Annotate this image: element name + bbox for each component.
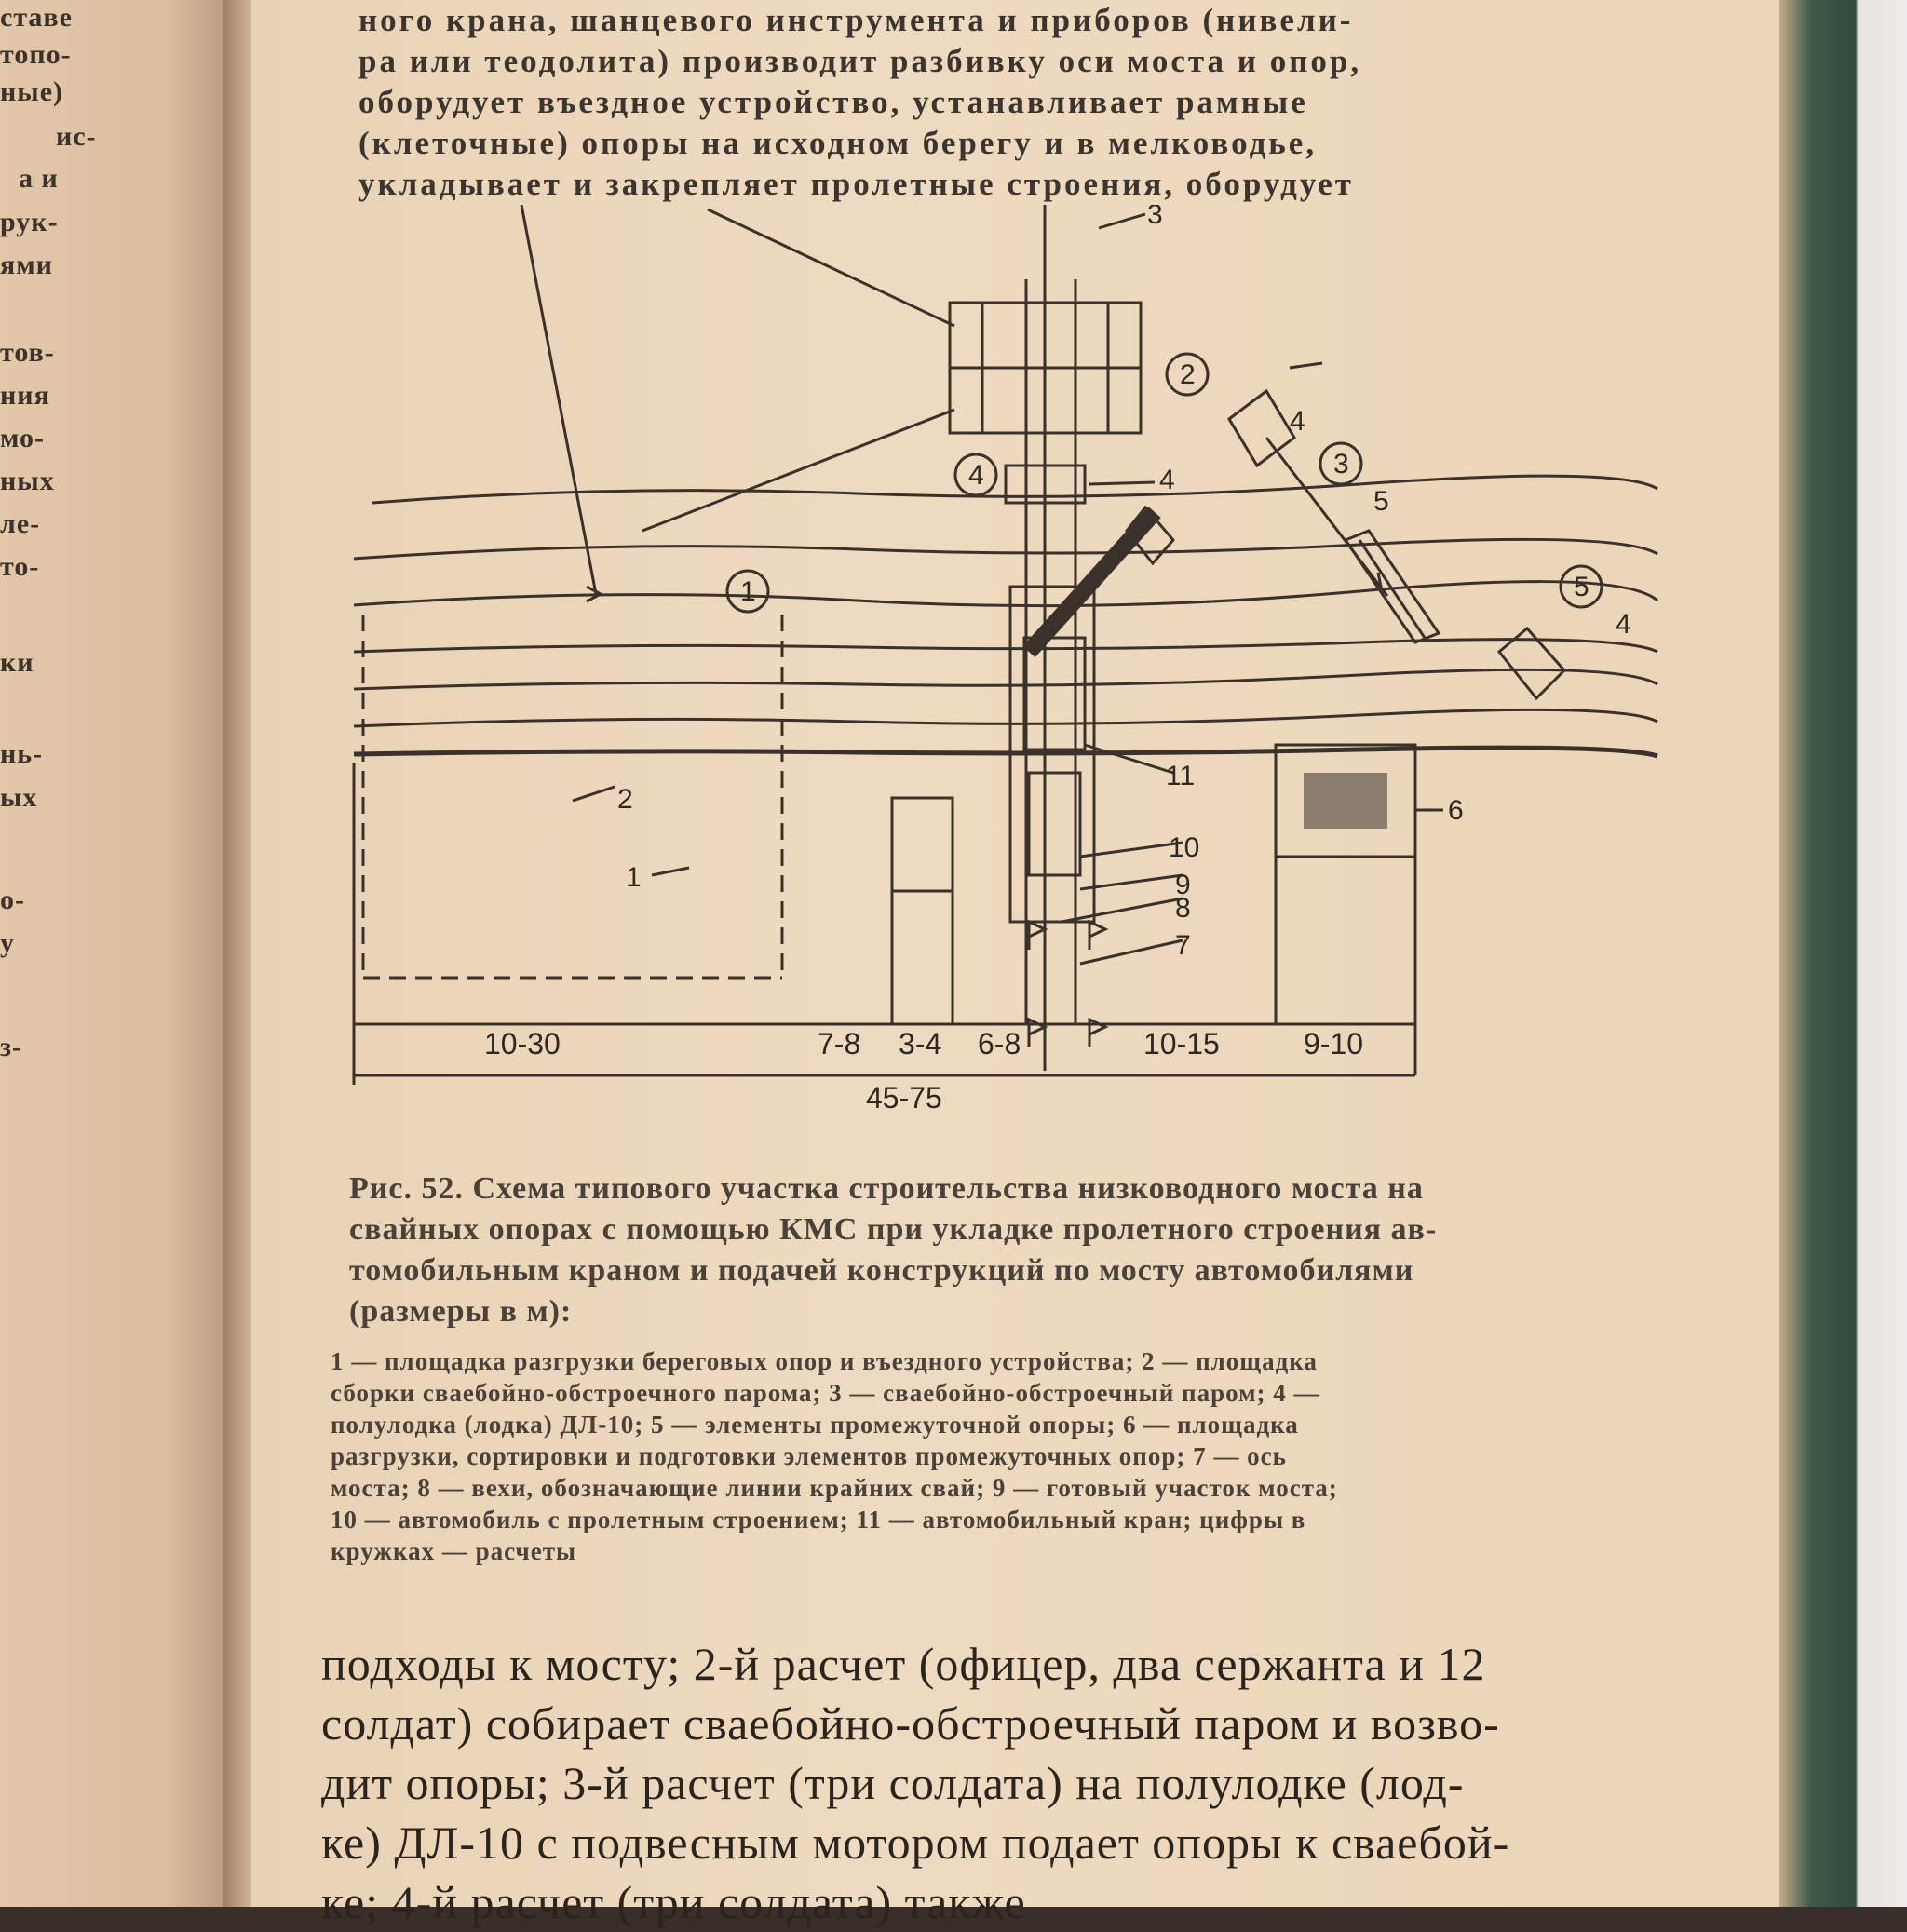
text-line: оборудует въездное устройство, устанавливает рамные: [358, 84, 1308, 120]
text-line: солдат) собирает сваебойно-обстроечный паром и возво-: [321, 1697, 1500, 1750]
left-page-text: ные): [0, 76, 64, 107]
callout-label: 3: [1147, 205, 1163, 230]
current-arrow: [521, 205, 596, 594]
legend-line: сборки сваебойно-обстроечного парома; 3 — сваебойно-обстроечный паром; 4 —: [331, 1379, 1320, 1407]
top-paragraph: [358, 0, 1625, 205]
book-cover-edge: [1779, 0, 1907, 1907]
left-page-text: рук-: [0, 207, 59, 237]
left-page-text: ния: [0, 380, 50, 411]
left-page-text: топо-: [0, 39, 72, 70]
pier-elements-detail: [1359, 540, 1425, 638]
wave-line: [354, 709, 1657, 726]
left-page-text: ле-: [0, 508, 41, 539]
legend-line: полулодка (лодка) ДЛ-10; 5 — элементы промежуточной опоры; 6 — площадка: [331, 1411, 1299, 1439]
legend-line: разгрузки, сортировки и подготовки элементов промежуточных опор; 7 — ось: [331, 1442, 1287, 1470]
legend-line: моста; 8 — вехи, обозначающие линии крайних свай; 9 — готовый участок моста;: [331, 1474, 1338, 1502]
dimension-label: 3-4: [899, 1027, 942, 1061]
text-line: ке) ДЛ-10 с подвесным мотором подает опоры к сваебой-: [321, 1817, 1510, 1869]
dimension-label: 9-10: [1304, 1027, 1364, 1061]
callout-circle-label: 5: [1574, 572, 1589, 602]
platform-1: [892, 798, 953, 891]
dimension-label: 45-75: [866, 1081, 942, 1115]
leader-line: [1099, 214, 1145, 228]
leader-line: [652, 868, 689, 875]
text-line: дит опоры; 3-й расчет (три солдата) на полулодке (лод-: [321, 1757, 1465, 1809]
callout-label: 4: [1616, 609, 1631, 640]
callout-label: 1: [626, 862, 642, 893]
left-page-text: тов-: [0, 337, 55, 368]
text-line: ра или теодолита) производит разбивку оси моста и опор,: [358, 43, 1362, 79]
marker-8: [1089, 922, 1105, 950]
text-line: ке; 4-й расчет (три солдата) также: [321, 1876, 1026, 1928]
left-page-text: ставе: [0, 2, 73, 33]
callout-label: 4: [1159, 465, 1175, 495]
caption-line: Рис. 52. Схема типового участка строительства низководного моста на: [349, 1171, 1424, 1206]
caption-line: (размеры в м):: [349, 1294, 573, 1329]
figure-legend: [331, 1345, 1765, 1567]
left-page-text: у: [0, 927, 15, 958]
callout-circle-label: 4: [968, 460, 984, 491]
leader-line: [1089, 482, 1155, 484]
dimension-label: 10-30: [484, 1027, 561, 1061]
left-page-text: а и: [19, 163, 59, 194]
left-page-text: з-: [0, 1032, 23, 1062]
left-page-text: ями: [0, 250, 53, 280]
left-page-text: мо-: [0, 423, 46, 453]
left-page-text: о-: [0, 885, 25, 915]
callout-label: 9: [1175, 870, 1191, 900]
wave-line: [354, 669, 1657, 689]
text-line: (клеточные) опоры на исходном берегу и в мелководье,: [358, 125, 1318, 161]
text-line: укладывает и закрепляет пролетные строения, оборудует: [358, 166, 1354, 202]
tow-line: [1266, 438, 1387, 596]
dimension-label: 6-8: [978, 1027, 1021, 1061]
callout-label: 5: [1373, 486, 1389, 517]
dimension-label: 10-15: [1143, 1027, 1220, 1061]
callout-label: 7: [1175, 930, 1191, 961]
text-line: ного крана, шанцевого инструмента и приборов (нивели-: [358, 2, 1354, 38]
callout-label: 2: [617, 784, 633, 815]
caption-line: томобильным краном и подачей конструкций по мосту автомобилями: [349, 1253, 1414, 1288]
callout-circle-label: 3: [1333, 449, 1349, 480]
wave-line: [354, 539, 1657, 559]
callout-circle-label: 2: [1180, 359, 1196, 390]
marker-8: [1029, 922, 1045, 950]
callout-label: 4: [1290, 406, 1305, 437]
left-page-text: ых: [0, 782, 38, 813]
wave-line: [372, 476, 1657, 503]
legend-line: 1 — площадка разгрузки береговых опор и въездного устройства; 2 — площадка: [331, 1347, 1318, 1375]
wave-line: [354, 640, 1657, 652]
left-page-text: нь-: [0, 738, 44, 769]
legend-line: 10 — автомобиль с пролетным строением; 11 — автомобильный кран; цифры в: [331, 1506, 1306, 1533]
wave-line: [354, 582, 1657, 606]
anchor-line: [708, 209, 954, 326]
anchor-line: [642, 410, 954, 531]
stacked-elements: [1304, 773, 1387, 829]
dimension-label: 7-8: [818, 1027, 861, 1061]
bridge-construction-diagram: [335, 205, 1676, 1164]
callout-label: 8: [1175, 893, 1191, 924]
left-page-text: ных: [0, 466, 55, 496]
shore-line: [354, 748, 1657, 756]
text-line: подходы к мосту; 2-й расчет (офицер, два сержанта и 12: [321, 1638, 1486, 1690]
left-page-text: ис-: [56, 121, 97, 152]
figure-caption: [349, 1169, 1746, 1332]
truck-with-span: [1029, 773, 1080, 875]
left-page-text: ки: [0, 647, 34, 678]
bottom-paragraph: [321, 1634, 1792, 1932]
legend-line: кружках — расчеты: [331, 1537, 577, 1565]
left-page-text: то-: [0, 551, 40, 582]
callout-label: 10: [1169, 832, 1200, 863]
boat-4: [1229, 391, 1294, 466]
crane-boom: [1029, 512, 1155, 652]
leader-line: [1085, 745, 1173, 773]
left-page: [0, 0, 233, 1907]
leader-line: [1062, 898, 1183, 922]
caption-line: свайных опорах с помощью КМС при укладке пролетного строения ав-: [349, 1212, 1438, 1247]
leader-line: [1290, 363, 1322, 368]
callout-label: 6: [1448, 795, 1464, 826]
callout-label: 11: [1166, 761, 1196, 791]
leader-line: [573, 787, 615, 801]
callout-circle-label: 1: [740, 576, 756, 607]
leader-line: [1080, 940, 1183, 964]
